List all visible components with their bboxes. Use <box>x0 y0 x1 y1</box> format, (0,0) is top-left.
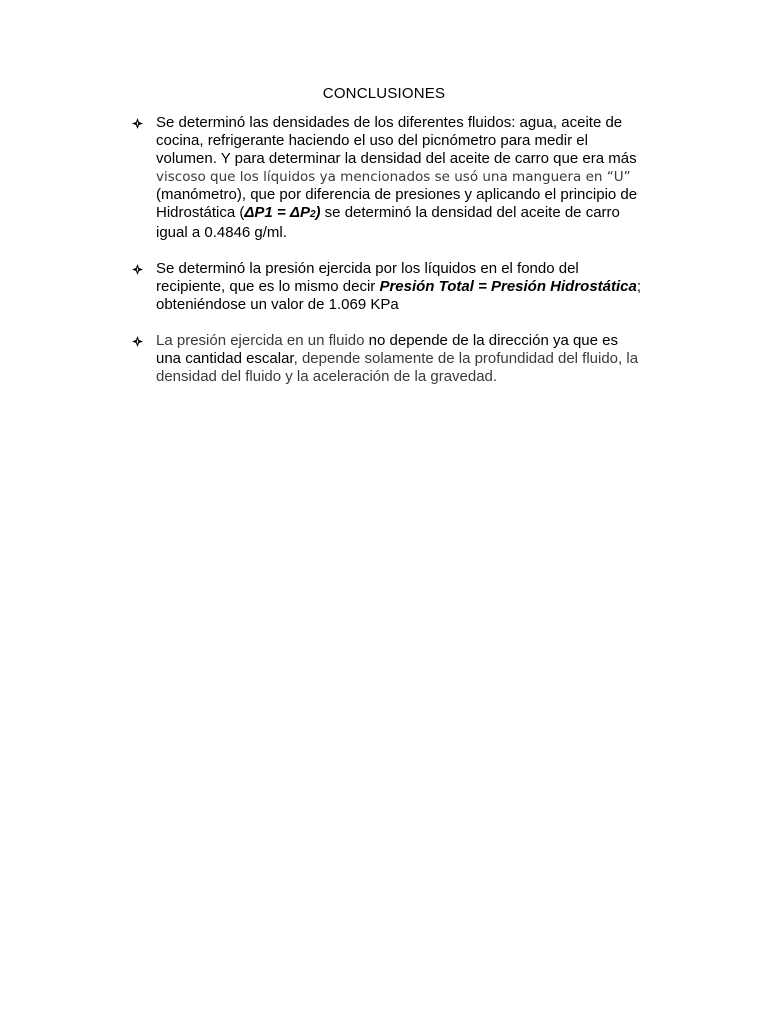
item-line: obteniéndose un valor de 1.069 KPa <box>156 296 399 313</box>
item-line: cocina, refrigerante haciendo el uso del picnómetro para medir el <box>156 132 588 149</box>
pressure-equation: Presión Total = Presión Hidrostática <box>379 278 637 295</box>
page-title: CONCLUSIONES <box>322 85 446 102</box>
diamond-bullet-icon <box>132 118 143 129</box>
item-line <box>156 204 662 224</box>
item-line: La presión ejercida en un fluido no depende de la dirección ya que es <box>156 332 619 349</box>
line-text: se determinó la densidad del aceite de carro <box>320 204 620 221</box>
item-line: Se determinó las densidades de los diferentes fluidos: agua, aceite de <box>156 114 623 131</box>
item-line: igual a 0.4846 g/ml. <box>156 224 287 241</box>
list-item <box>132 332 662 386</box>
diamond-bullet-icon <box>132 336 143 347</box>
item-line: volumen. Y para determinar la densidad del aceite de carro que era más <box>156 150 637 167</box>
pressure-formula: ΔP1 = ΔP2) <box>244 204 321 221</box>
list-item <box>132 260 662 314</box>
line-text: Hidrostática ( <box>156 204 245 221</box>
item-line: recipiente, que es lo mismo decir Presión Total = Presión Hidrostática; <box>156 278 642 295</box>
list-item <box>132 114 662 242</box>
diamond-bullet-icon <box>132 264 143 275</box>
conclusions-list <box>132 114 662 386</box>
item-line: viscoso que los líquidos ya mencionados se usó una manguera en “U” <box>156 169 631 185</box>
item-line: densidad del fluido y la aceleración de la gravedad. <box>156 368 498 385</box>
item-line: una cantidad escalar, depende solamente de la profundidad del fluido, la <box>156 350 639 367</box>
item-line: Se determinó la presión ejercida por los líquidos en el fondo del <box>156 260 579 277</box>
item-line: (manómetro), que por diferencia de presiones y aplicando el principio de <box>156 186 638 203</box>
